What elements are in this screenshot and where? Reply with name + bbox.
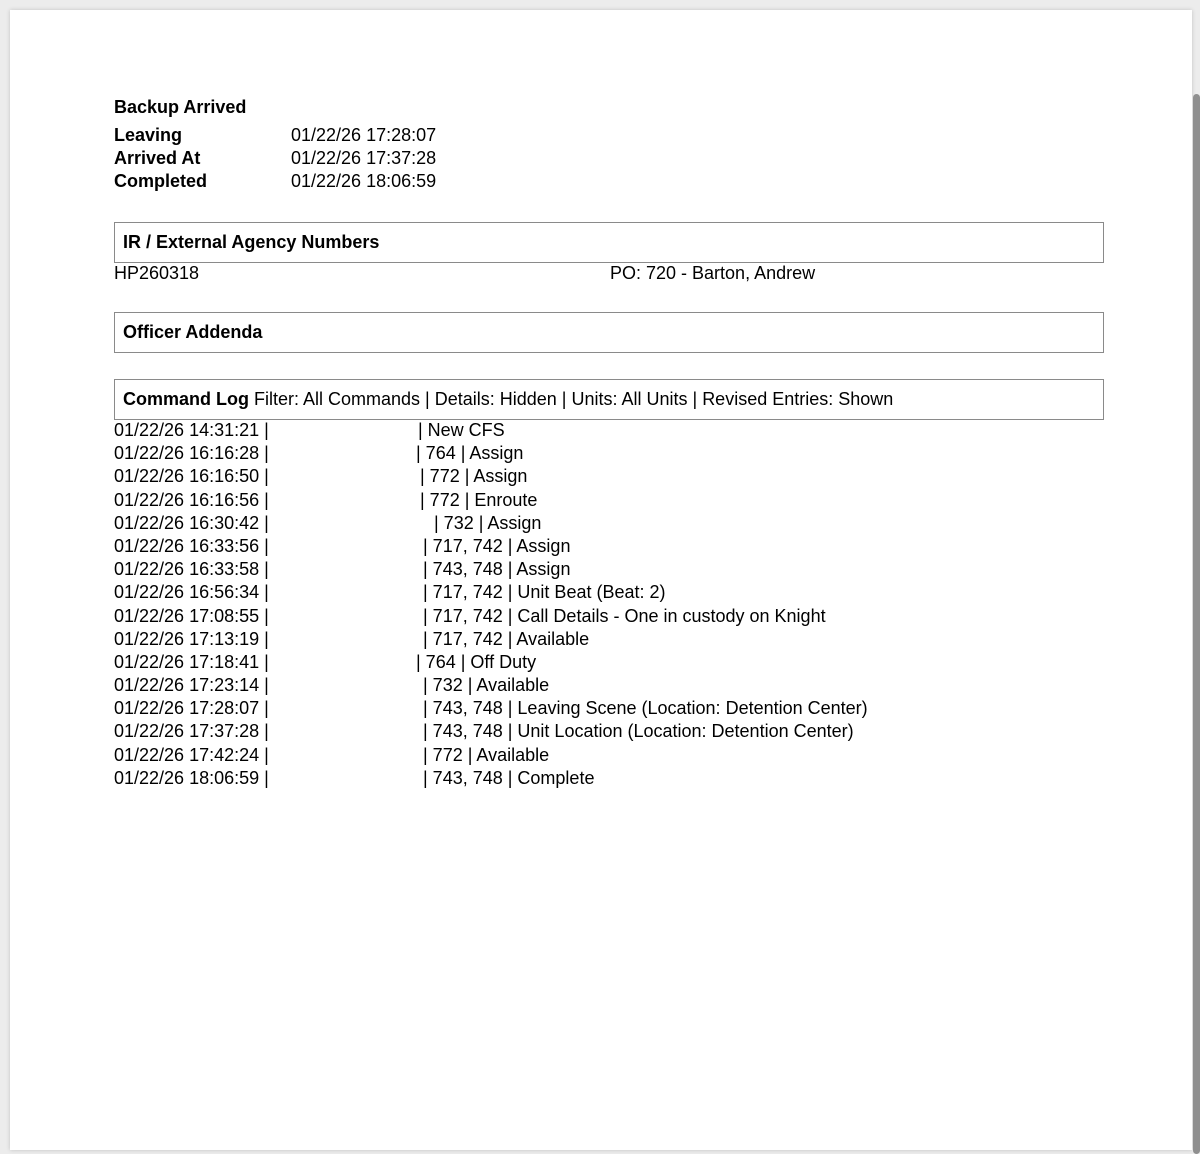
command-log-entry [114,628,1104,651]
entry-details: | 772 | Enroute [420,489,538,510]
command-log-entry [114,535,1104,558]
entry-timestamp: 01/22/26 17:37:28 | [114,721,269,742]
completed-label: Completed [114,171,208,191]
entry-details: | 772 | Available [423,744,550,765]
entry-timestamp: 01/22/26 17:13:19 | [114,628,269,649]
command-log-filter: Filter: All Commands | Details: Hidden | Units: All Units | Revised Entries: Shown [254,389,894,409]
entry-timestamp: 01/22/26 18:06:59 | [114,767,269,788]
command-log-entry [114,581,1104,604]
entry-details: | 717, 742 | Call Details - One in custody on Knight [423,605,826,626]
entry-details: | 732 | Assign [434,512,542,533]
entry-timestamp: 01/22/26 17:18:41 | [114,651,269,672]
entry-details: | 717, 742 | Available [423,628,590,649]
ir-row [114,263,1106,284]
command-log-entry [114,442,1104,465]
command-log-entry [114,674,1104,697]
entry-timestamp: 01/22/26 16:56:34 | [114,582,269,603]
officer-addenda-title: Officer Addenda [123,322,263,342]
entry-timestamp: 01/22/26 17:28:07 | [114,698,269,719]
command-log-entry [114,767,1104,790]
entry-details: | 743, 748 | Unit Location (Location: Detention Center) [423,721,854,742]
command-log-header [114,379,1104,420]
ir-po: PO: 720 - Barton, Andrew [610,263,816,283]
entry-timestamp: 01/22/26 16:33:56 | [114,535,269,556]
leaving-label: Leaving [114,125,183,145]
ir-section-header [114,222,1104,263]
leaving-row [114,124,436,147]
command-log-entry [114,651,1104,674]
completed-value: 01/22/26 18:06:59 [291,171,437,191]
command-log-entry [114,419,1104,442]
scrollbar[interactable] [1193,94,1200,1154]
entry-details: | 732 | Available [423,675,550,696]
entry-details: | 717, 742 | Assign [423,535,571,556]
command-log-title: Command Log [123,389,249,409]
entry-details: | 764 | Off Duty [416,651,537,672]
command-log-entry [114,512,1104,535]
arrived-at-value: 01/22/26 17:37:28 [291,148,437,168]
entry-timestamp: 01/22/26 17:42:24 | [114,744,269,765]
entry-timestamp: 01/22/26 17:08:55 | [114,605,269,626]
entry-timestamp: 01/22/26 16:30:42 | [114,512,269,533]
entry-details: | New CFS [418,420,505,440]
command-log-entry [114,489,1104,512]
ir-section-title: IR / External Agency Numbers [123,232,380,252]
entry-timestamp: 01/22/26 16:16:56 | [114,489,269,510]
command-log-entry [114,744,1104,767]
command-log-entry [114,558,1104,581]
backup-arrived-title: Backup Arrived [114,97,247,117]
entry-timestamp: 01/22/26 14:31:21 | [114,420,269,440]
arrived-at-label: Arrived At [114,148,201,168]
entry-details: | 717, 742 | Unit Beat (Beat: 2) [423,582,666,603]
entry-details: | 743, 748 | Leaving Scene (Location: Detention Center) [423,698,868,719]
document-page [10,10,1192,1150]
entry-timestamp: 01/22/26 16:33:58 | [114,559,269,580]
leaving-value: 01/22/26 17:28:07 [291,125,437,145]
command-log-entry [114,605,1104,628]
entry-details: | 743, 748 | Complete [423,767,595,788]
entry-details: | 743, 748 | Assign [423,559,571,580]
command-log-entry [114,697,1104,720]
entry-timestamp: 01/22/26 16:16:50 | [114,466,269,487]
entry-details: | 772 | Assign [420,466,528,487]
completed-row [114,170,436,193]
entry-timestamp: 01/22/26 17:23:14 | [114,675,269,696]
entry-details: | 764 | Assign [416,443,524,464]
arrived-at-row [114,147,436,170]
entry-timestamp: 01/22/26 16:16:28 | [114,443,269,464]
ir-number: HP260318 [114,263,200,283]
command-log-entry [114,720,1104,743]
command-log-entry [114,465,1104,488]
officer-addenda-header [114,312,1104,353]
command-log-list [114,419,1104,790]
